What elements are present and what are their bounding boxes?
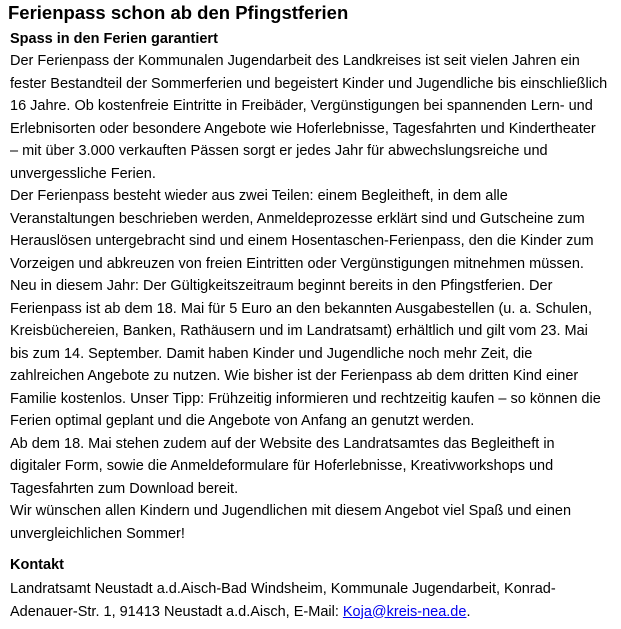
body-line: Neu in diesem Jahr: Der Gültigkeitszeitraum beginnt bereits in den Pfingstferien. Der xyxy=(10,278,553,294)
body-line: – mit über 3.000 verkauften Pässen sorgt er jedes Jahr für abwechslungsreiche und xyxy=(10,143,548,159)
contact-address-prefix: Adenauer-Str. 1, 91413 Neustadt a.d.Aisch, E-Mail: xyxy=(10,603,343,620)
body-line: Ab dem 18. Mai stehen zudem auf der Website des Landratsamtes das Begleitheft in xyxy=(10,435,555,452)
contact-line-end: . xyxy=(466,603,471,620)
body-line: Der Ferienpass besteht wieder aus zwei Teilen: einem Begleitheft, in dem alle xyxy=(10,188,508,204)
body-line: Ferienpass ist ab dem 18. Mai für 5 Euro an den bekannten Ausgabestellen (u. a. Schulen, xyxy=(10,300,592,317)
body-line: bis zum 14. September. Damit haben Kinder und Jugendliche noch mehr Zeit, die xyxy=(10,345,533,362)
body-line: Herauslösen untergebracht sind und einem Hosentaschen-Ferienpass, den die Kinder zum xyxy=(10,233,594,249)
body-line: Der Ferienpass der Kommunalen Jugendarbeit des Landkreises ist seit vielen Jahren ein xyxy=(10,53,580,69)
body-line: Tagesfahrten zum Download bereit. xyxy=(10,480,239,497)
article-body xyxy=(10,50,616,545)
body-line: unvergessliche Ferien. xyxy=(10,165,156,182)
contact-address-line: Landratsamt Neustadt a.d.Aisch-Bad Windsheim, Kommunale Jugendarbeit, Konrad- xyxy=(10,581,556,597)
body-line: digitaler Form, sowie die Anmeldeformulare für Hoferlebnisse, Kreativworkshops und xyxy=(10,458,554,474)
contact-email-line xyxy=(10,601,616,624)
body-line: Kreisbüchereien, Banken, Rathäusern und im Landratsamt) erhältlich und gilt vom 23. Mai xyxy=(10,323,588,339)
article-subtitle: Spass in den Ferien garantiert xyxy=(10,31,218,47)
body-line: fester Bestandteil der Sommerferien und begeistert Kinder und Jugendliche bis einschließlich xyxy=(10,75,608,92)
contact-section xyxy=(10,555,616,623)
article-title: Ferienpass schon ab den Pfingstferien xyxy=(8,2,349,23)
body-line: 16 Jahre. Ob kostenfreie Eintritte in Freibäder, Vergünstigungen bei spannenden Lern- und xyxy=(10,98,593,114)
email-link[interactable]: Koja@kreis-nea.de xyxy=(342,603,467,620)
body-line: Wir wünschen allen Kindern und Jugendlichen mit diesem Angebot viel Spaß und einen xyxy=(10,503,572,519)
body-line: Familie kostenlos. Unser Tipp: Frühzeitig informieren und rechtzeitig kaufen – so können die xyxy=(10,390,601,407)
body-line: Erlebnisorten oder besondere Angebote wie Hoferlebnisse, Tagesfahrten und Kindertheater xyxy=(10,120,596,137)
contact-heading: Kontakt xyxy=(10,557,64,573)
body-line: Veranstaltungen beschrieben werden, Anmeldeprozesse erklärt sind und Gutscheine zum xyxy=(10,210,585,227)
body-line: unvergleichlichen Sommer! xyxy=(10,525,185,542)
body-line: Ferien optimal geplant und die Angebote von Anfang an genutzt werden. xyxy=(10,413,475,429)
body-line: Vorzeigen und abkreuzen von freien Eintritten oder Vergünstigungen mitnehmen müssen. xyxy=(10,255,584,272)
body-line: zahlreichen Angebote zu nutzen. Wie bisher ist der Ferienpass ab dem dritten Kind einer xyxy=(10,368,579,384)
